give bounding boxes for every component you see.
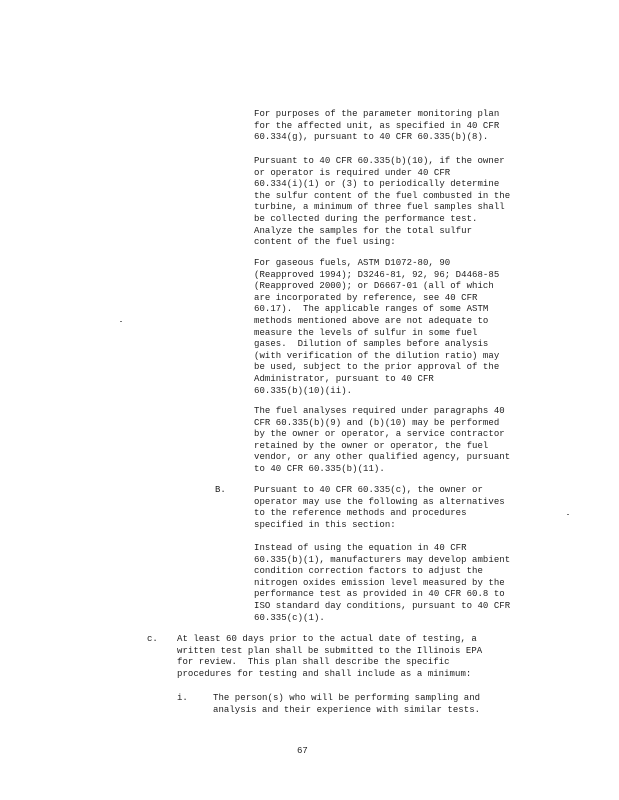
item-b-label: B. — [215, 485, 226, 495]
paragraph-sulfur-content: Pursuant to 40 CFR 60.335(b)(10), if the owner or operator is required under 40 CFR 60.334(i)(1) or (3) to periodically determine the sulfur content of the fuel combusted in the turbine, a minimum of three fuel samples shall be collected during the performance test. Analyze the samples for the total sulfur content of the fuel using: — [254, 156, 511, 248]
page-number: 67 — [297, 746, 308, 756]
item-c-text: At least 60 days prior to the actual date of testing, a written test plan shall be submitted to the Illinois EPA for review. This plan shall describe the specific procedures for testing and shall include as a minimum: — [177, 634, 483, 679]
paragraph-monitoring-plan: For purposes of the parameter monitoring plan for the affected unit, as specified in 40 CFR 60.334(g), pursuant to 40 CFR 60.335(b)(8). — [254, 109, 500, 143]
item-c-label: c. — [147, 634, 158, 644]
scan-speck — [120, 321, 122, 322]
paragraph-instead-of-equation: Instead of using the equation in 40 CFR 60.335(b)(1), manufacturers may develop ambient condition correction factors to adjust the nitrogen oxides emission level measured by the performance test as provided in 40 CFR 60.8 to ISO standard day conditions, pursuant to 40 CFR 60.335(c)(1). — [254, 543, 511, 623]
paragraph-gaseous-fuels: For gaseous fuels, ASTM D1072-80, 90 (Reapproved 1994); D3246-81, 92, 96; D4468-85 (Reapproved 2000); or D6667-01 (all of which are incorporated by reference, see 40 CFR 60.17). The applicable ranges of some ASTM methods mentioned above are not adequate to measure the levels of sulfur in some fuel gases. Dilution of samples before analysis (with verification of the dilution ratio) may be used, subject to the prior approval of the Administrator, pursuant to 40 CFR 60.335(b)(10)(ii). — [254, 258, 500, 396]
item-i-label: i. — [177, 693, 188, 703]
item-b-text: Pursuant to 40 CFR 60.335(c), the owner or operator may use the following as alternatives to the reference methods and procedures specified in this section: — [254, 485, 505, 530]
item-i-text: The person(s) who will be performing sampling and analysis and their experience with similar tests. — [213, 693, 481, 715]
paragraph-fuel-analyses: The fuel analyses required under paragraphs 40 CFR 60.335(b)(9) and (b)(10) may be performed by the owner or operator, a service contractor retained by the owner or operator, the fuel vendor, or any other qualified agency, pursuant to 40 CFR 60.335(b)(11). — [254, 406, 511, 474]
scan-speck — [567, 514, 569, 515]
